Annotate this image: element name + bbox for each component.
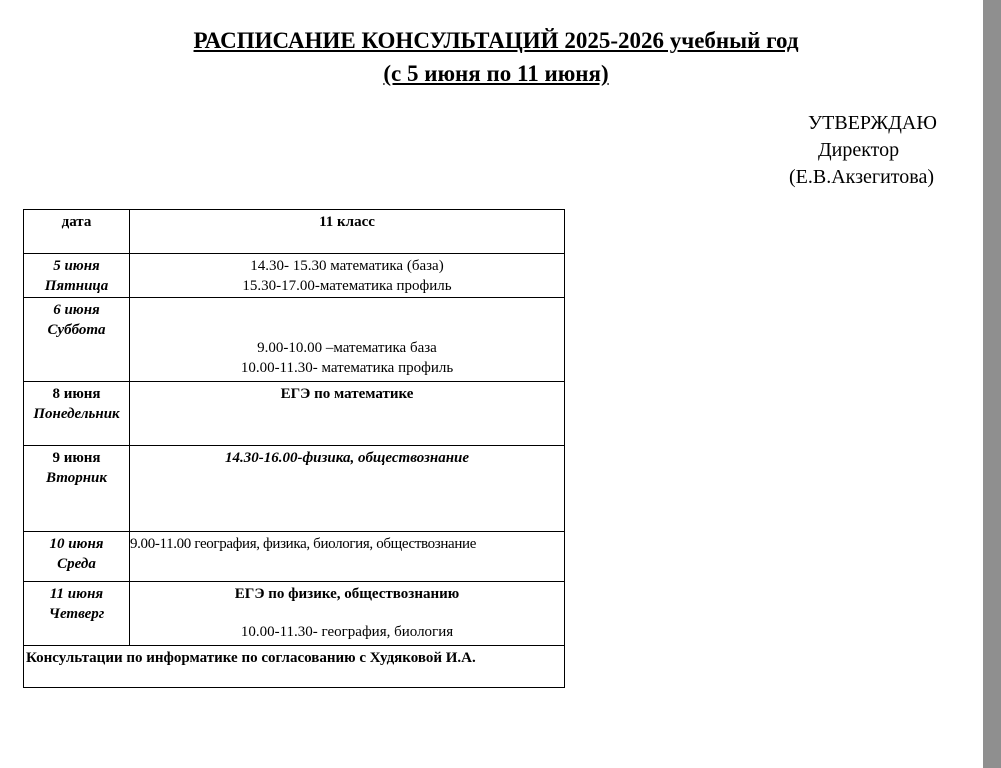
schedule-line: 9.00-10.00 –математика база	[257, 340, 437, 356]
schedule-line: 10.00-11.30- математика профиль	[240, 360, 454, 376]
spacer	[132, 300, 562, 338]
row-day: Пятница	[44, 278, 109, 294]
spacer	[132, 604, 562, 622]
document-date-range: (с 5 июня по 11 июня)	[383, 61, 609, 86]
approval-heading: УТВЕРЖДАЮ	[808, 112, 937, 134]
row-date-cell	[24, 254, 130, 298]
row-date: 9 июня	[52, 450, 101, 466]
table-row	[24, 446, 565, 532]
row-date: 10 июня	[49, 536, 104, 552]
row-day: Среда	[57, 556, 96, 572]
schedule-line: 14.30-16.00-физика, обществознание	[224, 450, 470, 466]
row-date: 5 июня	[53, 258, 100, 274]
footer-note: Консультации по информатике по согласованию с Худяковой И.А.	[24, 646, 565, 688]
row-content-cell	[130, 446, 565, 532]
consultation-schedule-table	[23, 209, 565, 688]
schedule-line: 14.30- 15.30 математика (база)	[250, 258, 444, 274]
schedule-line: 9.00-11.00 география, физика, биология, обществознание	[130, 536, 477, 552]
row-date-cell	[24, 532, 130, 582]
table-row	[24, 582, 565, 646]
row-date: 6 июня	[53, 302, 100, 318]
schedule-line: ЕГЭ по физике, обществознанию	[234, 586, 460, 602]
row-content-cell	[130, 532, 565, 582]
row-date-cell	[24, 382, 130, 446]
row-content-cell	[130, 254, 565, 298]
row-content-cell	[130, 382, 565, 446]
schedule-line: ЕГЭ по математике	[280, 386, 414, 402]
table-row	[24, 298, 565, 382]
table-row	[24, 254, 565, 298]
approval-signatory: (Е.В.Акзегитова)	[789, 166, 934, 188]
row-day: Четверг	[48, 606, 105, 622]
row-day: Вторник	[46, 470, 107, 486]
row-day: Суббота	[47, 322, 106, 338]
table-row	[24, 532, 565, 582]
document-title: РАСПИСАНИЕ КОНСУЛЬТАЦИЙ 2025-2026 учебный год	[193, 28, 799, 53]
row-date-cell	[24, 298, 130, 382]
row-content-cell	[130, 298, 565, 382]
row-content-cell	[130, 582, 565, 646]
table-row	[24, 382, 565, 446]
row-date: 8 июня	[52, 386, 101, 402]
header-date: дата	[24, 210, 130, 254]
row-date: 11 июня	[49, 586, 104, 602]
approval-position: Директор	[818, 139, 900, 161]
page-edge-scrollbar	[983, 0, 1001, 768]
schedule-line: 15.30-17.00-математика профиль	[242, 278, 452, 294]
table-header-row	[24, 210, 565, 254]
row-date-cell	[24, 446, 130, 532]
table-footer-row	[24, 646, 565, 688]
header-class: 11 класс	[130, 210, 565, 254]
row-date-cell	[24, 582, 130, 646]
schedule-line: 10.00-11.30- география, биология	[240, 624, 454, 640]
row-day: Понедельник	[33, 406, 120, 422]
